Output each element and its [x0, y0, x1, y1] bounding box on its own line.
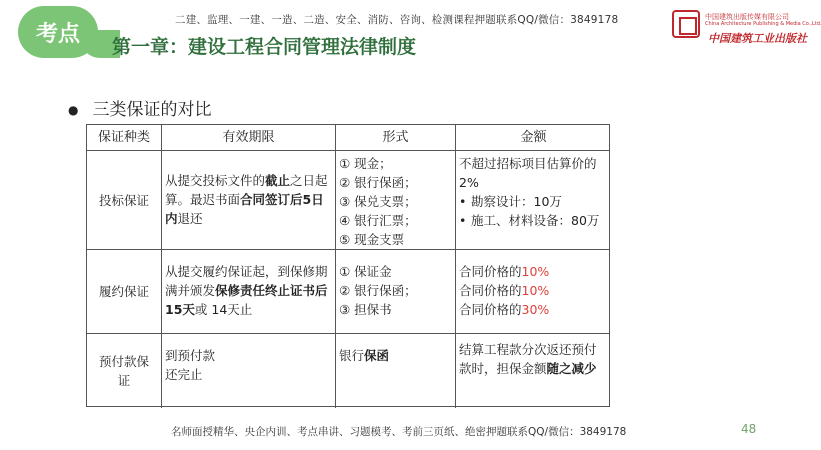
amount-prefix: 合同价格的 [459, 283, 522, 298]
logo-company-name: 中国建筑出版传媒有限公司 [705, 13, 789, 21]
list-item [459, 300, 608, 319]
amount-prefix: 合同价格的 [459, 264, 522, 279]
row-bid-amount [456, 151, 611, 249]
section-title [68, 95, 211, 120]
row-bid-period-bold-1: 截止 [265, 173, 291, 188]
row-performance-period-text-1: 从提交履约保证起，到保修期满并颁发 [165, 264, 328, 298]
list-item [459, 262, 608, 281]
list-item: ① 现金； [339, 156, 392, 171]
amount-prefix: 合同价格的 [459, 302, 522, 317]
guarantee-comparison-table [86, 124, 610, 407]
row-performance-type: 履约保证 [87, 250, 162, 333]
row-bid-period [162, 151, 336, 249]
row-advance-period-line-1: 到预付款 [165, 348, 216, 363]
row-advance-amount-text: 结算工程款分次返还预付款时，担保金额 [459, 342, 597, 376]
row-advance-amount [456, 334, 611, 408]
publisher-logo [672, 8, 821, 50]
row-advance-type: 预付款保证 [87, 334, 162, 408]
page-number: 48 [741, 422, 757, 436]
row-advance-period [162, 334, 336, 408]
header-promo-text: 二建、监理、一建、一造、二造、安全、消防、咨询、检测课程押题联系QQ/微信：3849178 [175, 14, 619, 26]
header-banner [0, 0, 821, 58]
logo-publisher-name: 中国建筑工业出版社 [708, 32, 807, 45]
list-item [459, 192, 608, 211]
row-advance-period-line-2: 还完止 [165, 367, 203, 382]
header-amount: 金额 [520, 130, 547, 145]
list-item: ③ 保兑支票； [339, 194, 417, 209]
row-bid-amount-item-2: 施工、材料设备：80万 [471, 213, 600, 228]
footer-promo-text: 名师面授精华、央企内训、考点串讲、习题模考、考前三页纸、绝密押题联系QQ/微信：3849178 [171, 426, 627, 438]
amount-percent: 10% [521, 283, 550, 298]
section-title-text: 三类保证的对比 [92, 100, 212, 120]
row-bid-period-bold-2: 合同签订后5日内 [165, 192, 324, 226]
table-row-performance [87, 250, 609, 334]
list-item: ② 银行保函； [339, 175, 417, 190]
row-advance-form-bold: 保函 [364, 348, 390, 363]
row-bid-amount-item-1: 勘察设计：10万 [471, 194, 562, 209]
list-item: ① 保证金 [339, 264, 392, 279]
row-performance-period [162, 250, 336, 333]
list-item: ② 银行保函； [339, 283, 417, 298]
row-performance-period-text-2: 或 14天止 [194, 302, 253, 317]
header-period: 有效期限 [162, 125, 336, 150]
table-header-row [87, 125, 609, 151]
table-row-bid [87, 151, 609, 250]
table-row-advance [87, 334, 609, 408]
row-advance-amount-bold: 随之减少 [546, 361, 597, 376]
row-performance-amount [456, 250, 611, 333]
amount-percent: 10% [521, 264, 550, 279]
chapter-title: 第一章：建设工程合同管理法律制度 [112, 36, 417, 58]
row-performance-period-bold: 保修责任终止证书后15天 [165, 283, 328, 317]
row-performance-forms [336, 250, 456, 333]
row-advance-forms [336, 334, 456, 408]
row-bid-forms [336, 151, 456, 249]
amount-percent: 30% [521, 302, 550, 317]
row-bid-period-text-1: 从提交投标文件的 [165, 173, 266, 188]
row-bid-amount-text: 不超过招标项目估算价的2% [459, 156, 597, 190]
bullet-icon: • [459, 213, 467, 228]
list-item [459, 281, 608, 300]
row-bid-period-text-2: 之日起算。最迟书面 [165, 173, 328, 207]
logo-english-name: China Architecture Publishing & Media Co.,Ltd. [705, 21, 821, 27]
bullet-icon: • [459, 194, 467, 209]
list-item: ③ 担保书 [339, 302, 392, 317]
row-bid-period-text-3: 退还 [177, 211, 203, 226]
bullet-icon: ● [68, 103, 79, 117]
list-item [459, 211, 608, 230]
list-item: ④ 银行汇票； [339, 213, 417, 228]
list-item: ⑤ 现金支票 [339, 232, 405, 247]
row-advance-form-text: 银行 [339, 348, 365, 363]
row-bid-type: 投标保证 [87, 151, 162, 249]
publisher-logo-icon [672, 10, 700, 38]
header-type: 保证种类 [87, 125, 162, 150]
kaodian-badge: 考点 [18, 6, 98, 58]
header-form: 形式 [336, 125, 456, 150]
